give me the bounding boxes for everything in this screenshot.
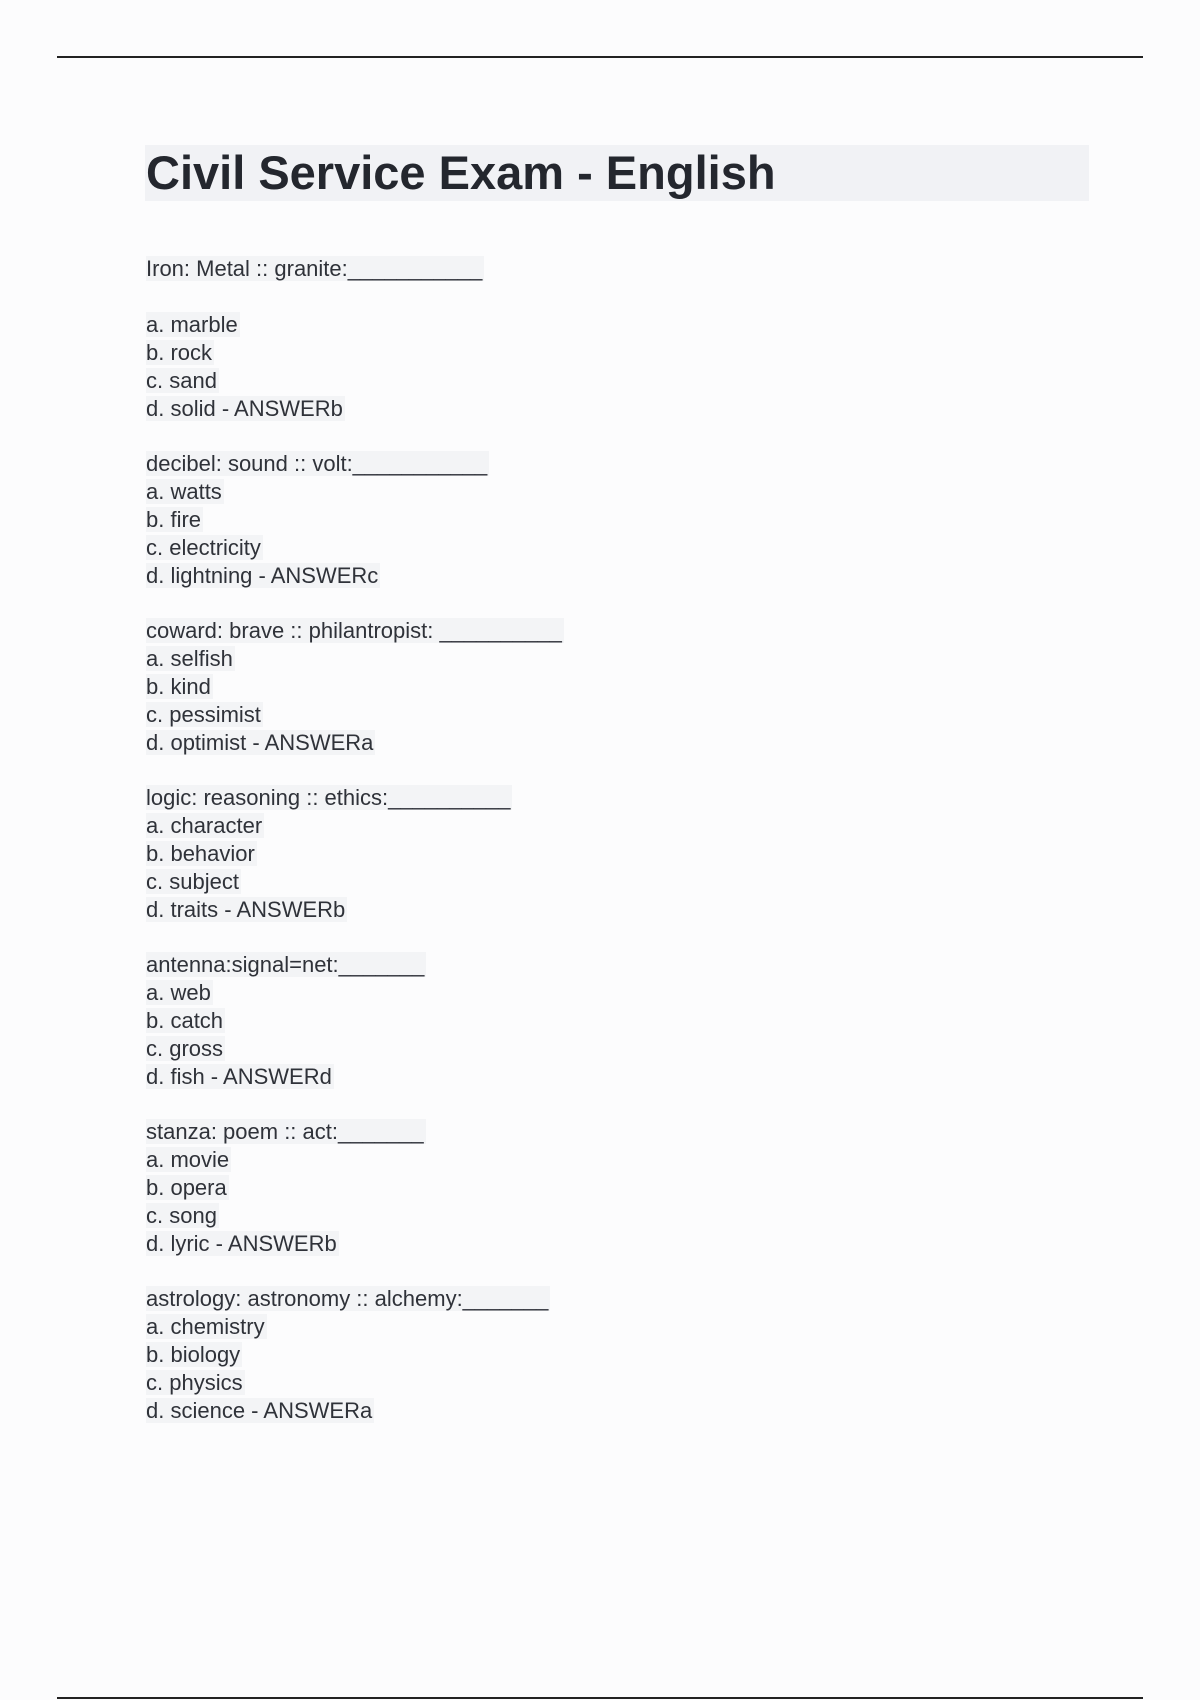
answer-option: d. science - ANSWERa <box>146 1397 373 1423</box>
answer-option: d. fish - ANSWERd <box>146 1063 332 1089</box>
question-prompt: stanza: poem :: act:_______ <box>146 1119 424 1145</box>
answer-option: d. solid - ANSWERb <box>146 395 343 421</box>
question-prompt: coward: brave :: philantropist: __________ <box>146 618 562 644</box>
page-title: Civil Service Exam - English <box>146 146 776 199</box>
answer-option: a. movie <box>146 1147 230 1173</box>
answer-option: c. gross <box>146 1035 224 1061</box>
answer-option: b. biology <box>146 1342 241 1367</box>
answer-option: b. rock <box>146 340 213 366</box>
question-1 <box>146 255 1086 422</box>
question-prompt: astrology: astronomy :: alchemy:_______ <box>146 1286 549 1312</box>
answer-option: c. subject <box>146 868 239 894</box>
question-6 <box>146 1118 1086 1257</box>
answer-option: b. fire <box>146 507 202 533</box>
answer-option: c. sand <box>146 367 217 393</box>
answer-option: d. lightning - ANSWERc <box>146 562 379 588</box>
question-7 <box>146 1285 1086 1424</box>
blank-line <box>146 1257 1086 1285</box>
question-4 <box>146 784 1086 923</box>
bottom-rule <box>57 1697 1143 1699</box>
blank-line <box>146 283 1086 312</box>
question-list <box>146 255 1086 1424</box>
blank-line <box>146 589 1086 617</box>
question-prompt: antenna:signal=net:_______ <box>146 952 425 978</box>
question-prompt: logic: reasoning :: ethics:__________ <box>146 785 511 811</box>
question-prompt: Iron: Metal :: granite:___________ <box>146 256 483 281</box>
answer-option: c. pessimist <box>146 701 261 727</box>
question-3 <box>146 617 1086 756</box>
answer-option: d. optimist - ANSWERa <box>146 729 374 755</box>
answer-option: a. watts <box>146 479 222 505</box>
blank-line <box>146 422 1086 450</box>
answer-option: d. traits - ANSWERb <box>146 896 346 922</box>
question-prompt: decibel: sound :: volt:___________ <box>146 451 488 477</box>
answer-option: d. lyric - ANSWERb <box>146 1230 337 1256</box>
blank-line <box>146 923 1086 951</box>
answer-option: a. selfish <box>146 646 233 672</box>
answer-option: b. catch <box>146 1008 224 1034</box>
answer-option: a. character <box>146 813 263 839</box>
answer-option: b. opera <box>146 1175 227 1201</box>
question-5 <box>146 951 1086 1090</box>
answer-option: b. kind <box>146 674 211 700</box>
top-rule <box>57 56 1143 58</box>
answer-option: c. electricity <box>146 534 261 560</box>
answer-option: c. physics <box>146 1369 243 1395</box>
question-2 <box>146 450 1086 589</box>
blank-line <box>146 1090 1086 1118</box>
answer-option: a. marble <box>146 312 238 338</box>
answer-option: c. song <box>146 1202 217 1228</box>
answer-option: a. web <box>146 980 211 1006</box>
answer-option: b. behavior <box>146 841 255 867</box>
answer-option: a. chemistry <box>146 1314 265 1340</box>
blank-line <box>146 756 1086 784</box>
